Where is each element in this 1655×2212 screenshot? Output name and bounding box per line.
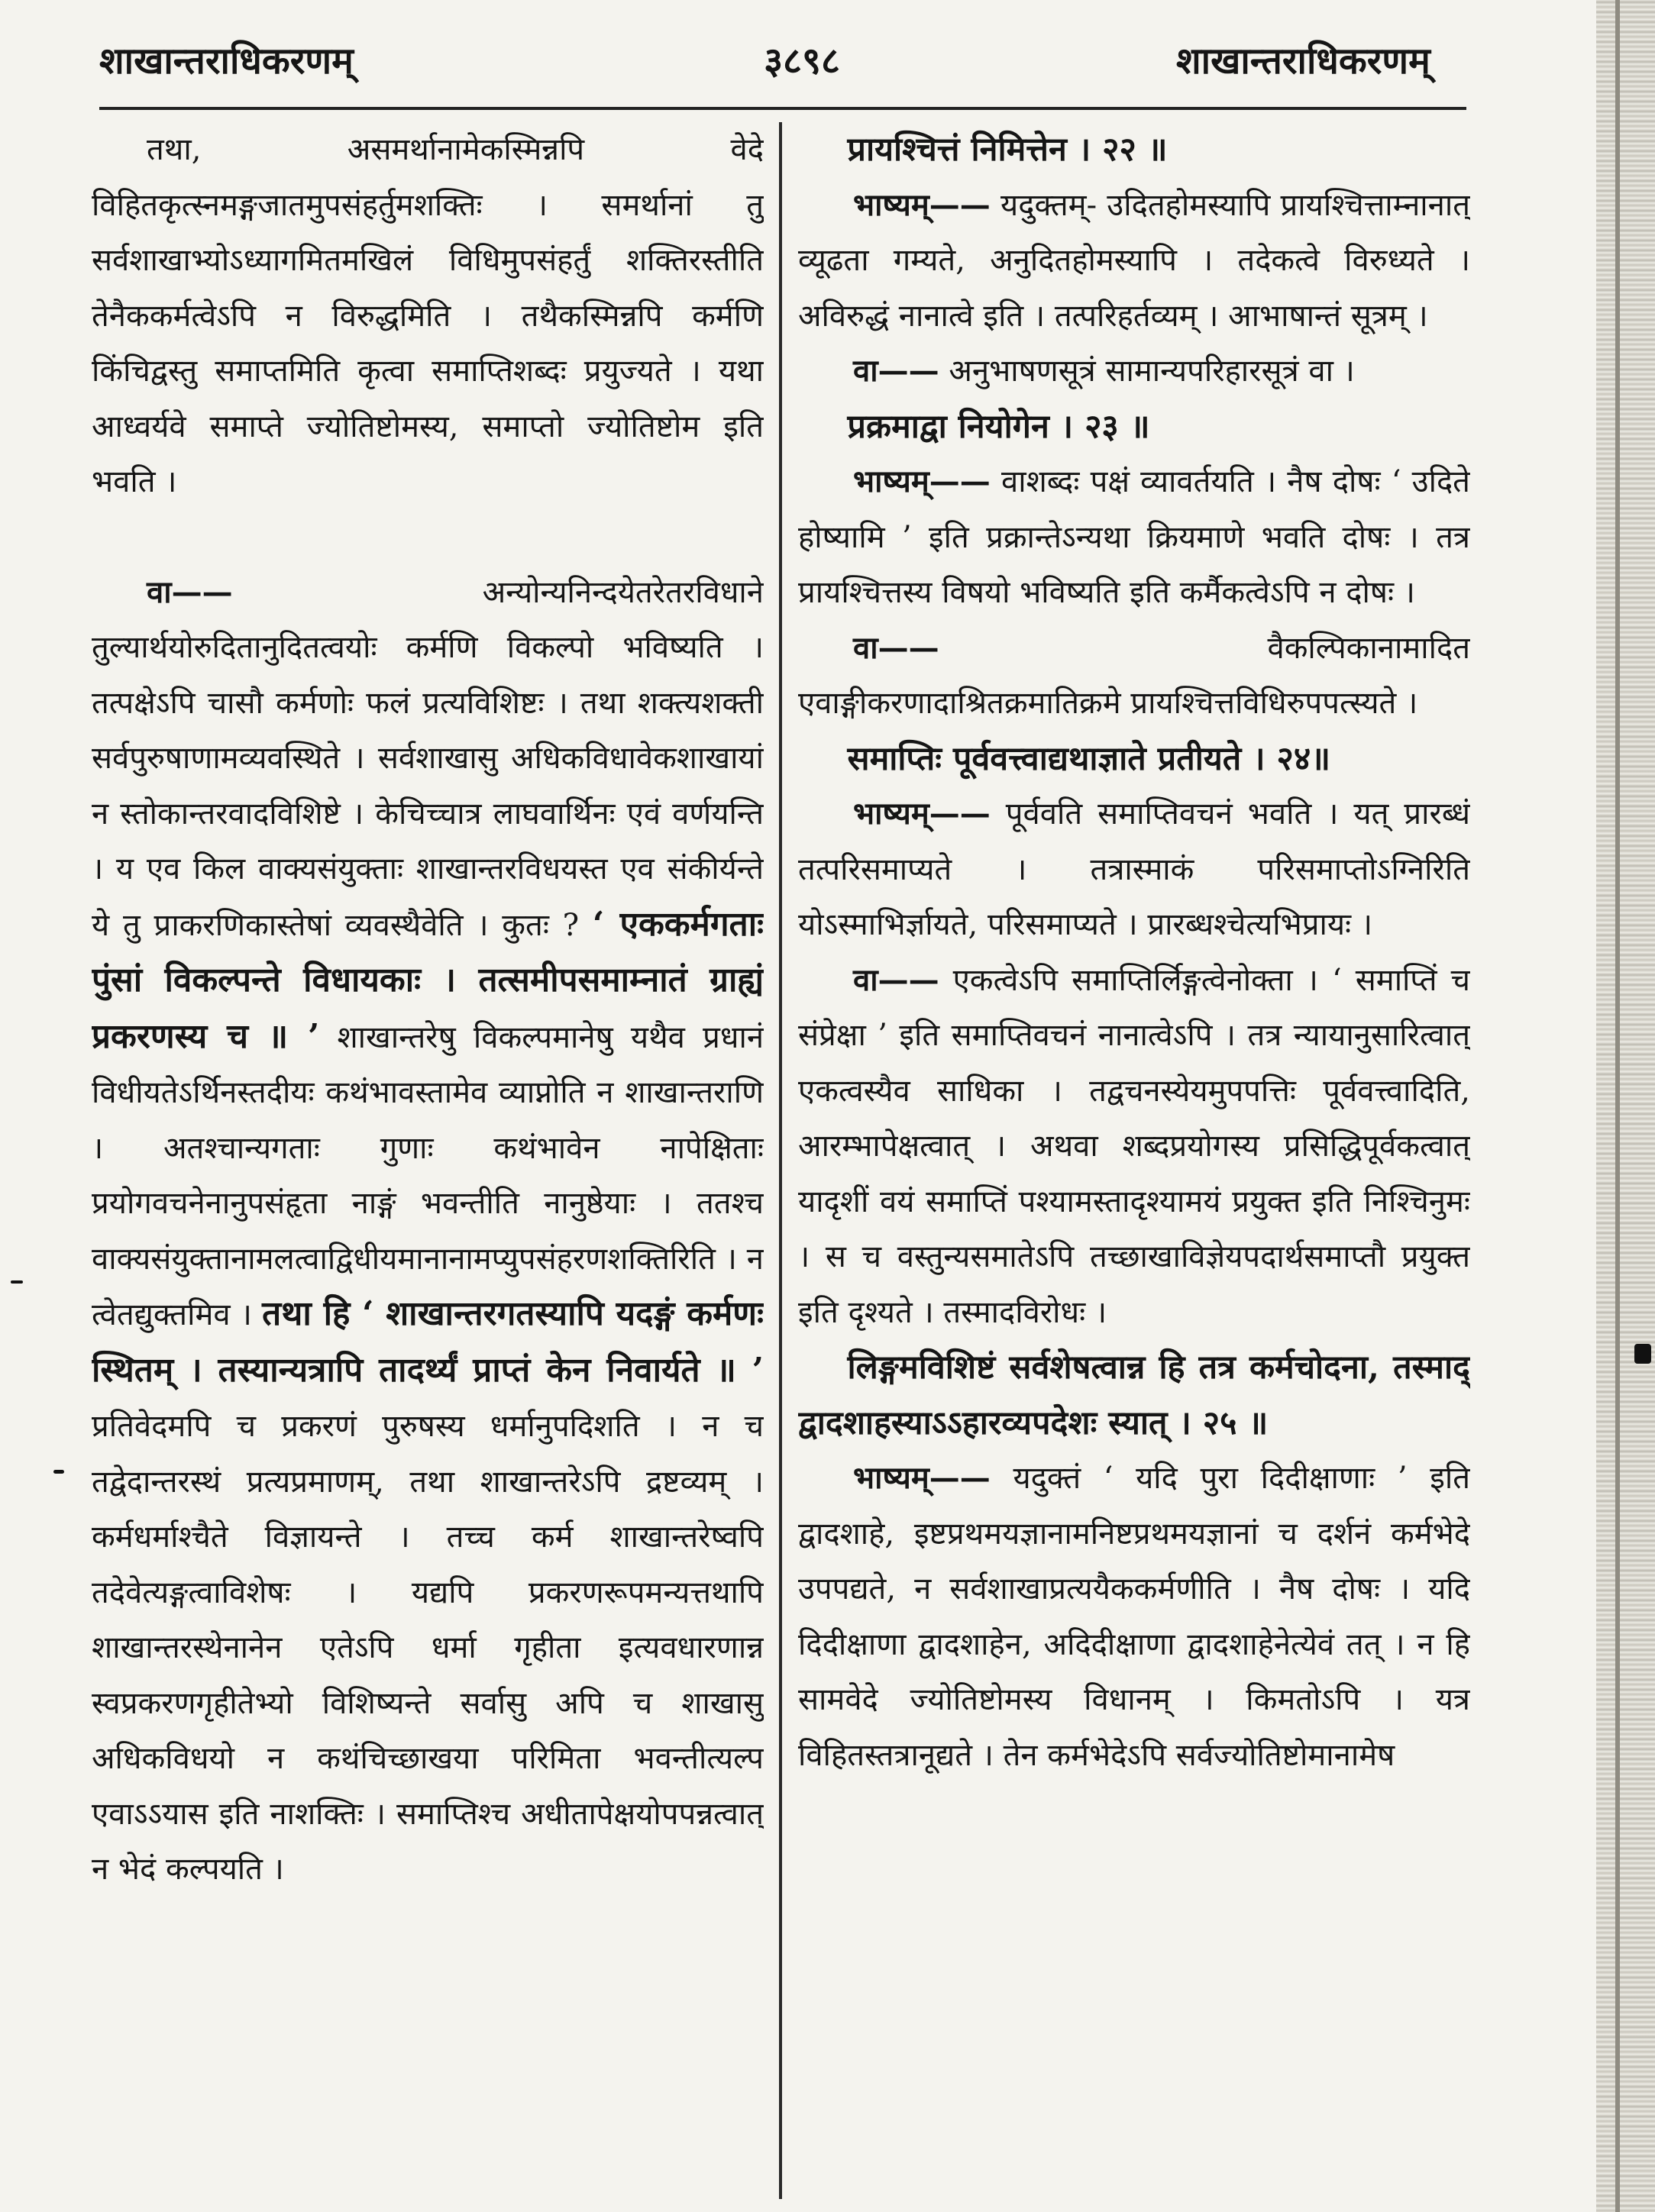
text-run: पूर्ववति समाप्तिवचनं भवति । यत् प्रारब्धं तत्परिसमाप्यते । तत्रास्माकं परिसमाप्तोऽग्निरिति योऽस्माभिर्ज्ञायते, परिसमाप्यते । प्रारब्धश्चेत्यभिप्रायः । xyxy=(798,796,1470,942)
column-divider xyxy=(779,122,782,2199)
vartika-23 xyxy=(798,621,1470,731)
text-run: प्रतिवेदमपि च प्रकरणं पुरुषस्य धर्मानुपदिशति । न च तद्वेदान्तरस्थं प्रत्यप्रमाणम्, तथा शाखान्तरेऽपि द्रष्टव्यम् । कर्मधर्माश्चैते विज्ञायन्ते । तच्च कर्म शाखान्तरेष्वपि तदेवेत्यङ्गत्वाविशेषः । यद्यपि प्रकरणरूपमन्यत्तथापि शाखान्तरस्थेनानेन एतेऽपि धर्मा गृहीता इत्यवधारणान्न स्वप्रकरणगृहीतेभ्यो विशिष्यन्ते सर्वासु अपि च शाखासु अधिकविधयो न कथंचिच्छाखया परिमिता भवन्तीत्यल्प एवाऽऽयास इति नाशक्तिः । समाप्तिश्च अधीतापेक्षयोपपन्नत्वात् न भेदं कल्पयति । xyxy=(92,1409,764,1887)
text-run: यदुक्तम्- उदितहोमस्यापि प्रायश्चित्ताम्नानात् व्यूढता गम्यते, अनुदितहोमस्यापि । तदेकत्वे विरुध्यते । अविरुद्धं नानात्वे इति । तत्परिहर्तव्यम् । आभाषान्तं सूत्रम् । xyxy=(798,187,1470,334)
scan-edge-line xyxy=(1615,0,1620,2212)
vartika-24 xyxy=(798,953,1470,1341)
sutra-25: लिङ्गमविशिष्टं सर्वशेषत्वान्न हि तत्र कर्मचोदना, तस्माद् द्वादशाहस्याऽऽहारव्यपदेशः स्यात् । २५ ॥ xyxy=(798,1348,1470,1442)
bhashya-23 xyxy=(798,454,1470,621)
header-rule xyxy=(99,107,1466,110)
sutra-22: प्रायश्चित्तं निमित्तेन । २२ ॥ xyxy=(847,131,1168,169)
bhashya-label: भाष्यम्—— xyxy=(853,796,991,832)
scan-speck xyxy=(1634,1344,1651,1364)
bhashya-label: भाष्यम्—— xyxy=(853,463,991,499)
bhashya-24 xyxy=(798,786,1470,953)
text-run: वैकल्पिकानामादित एवाङ्गीकरणादाश्रितक्रमातिक्रमे प्रायश्चित्तविधिरुपपत्स्यते । xyxy=(798,630,1470,721)
scan-edge-shadow xyxy=(1596,0,1655,2212)
left-column xyxy=(92,122,764,2199)
right-column xyxy=(798,122,1470,2199)
page-number: ३८९८ xyxy=(764,40,840,82)
sutra-23: प्रक्रमाद्वा नियोगेन । २३ ॥ xyxy=(847,407,1150,446)
bhashya-22 xyxy=(798,178,1470,344)
text-run: शाखान्तरेषु विकल्पमानेषु यथैव प्रधानं विधीयतेऽर्थिनस्तदीयः कथंभावस्तामेव व्याप्नोति न शाखान्तराणि । अतश्चान्यगताः गुणाः कथंभावेन नापेक्षिताः प्रयोगवचनेनानुपसंहृता नाङ्गं भवन्तीति नानुष्ठेयाः । ततश्च वाक्यसंयुक्तानामलत्वाद्विधीयमानानामप्युपसंहरणशक्तिरिति । न त्वेतद्युक्तमिव । xyxy=(92,1019,764,1332)
paragraph xyxy=(92,565,764,1897)
text-run: एकत्वेऽपि समाप्तिर्लिङ्गत्वेनोक्ता । ‘ समाप्तिं च संप्रेक्षा ’ इति समाप्तिवचनं नानात्वेऽपि । तत्र न्यायानुसारित्वात् एकत्वस्यैव साधिका । तद्वचनस्येयमुपपत्तिः पूर्ववत्त्वादिति, आरम्भापेक्षत्वात् । अथवा शब्दप्रयोगस्य प्रसिद्धिपूर्वकत्वात् यादृशीं वयं समाप्तिं पश्यामस्तादृश्यामयं प्रयुक्त इति निश्चिनुमः । स च वस्तुन्यसमातेऽपि तच्छाखाविज्ञेयपदार्थसमाप्तौ प्रयुक्त इति दृश्यते । तस्मादविरोधः । xyxy=(798,962,1470,1330)
bhashya-label: भाष्यम्—— xyxy=(853,1460,991,1496)
vartika-label: वा—— xyxy=(853,961,939,998)
running-head-left: शाखान्तराधिकरणम् xyxy=(99,40,354,82)
text-run: वाशब्दः पक्षं व्यावर्तयति । नैष दोषः ‘ उदिते होष्यामि ’ इति प्रक्रान्तेऽन्यथा क्रियमाणे भवति दोषः । तत्र प्रायश्चित्तस्य विषयो भविष्यति इति कर्मैकत्वेऽपि न दोषः । xyxy=(798,464,1470,610)
vartika-label: वा—— xyxy=(853,629,939,666)
scan-speck xyxy=(11,1280,23,1284)
verse-quote: तथा हि ‘ शाखान्तरगतस्यापि यदङ्गं कर्मणः स्थितम् । तस्यान्यत्रापि तादर्थ्यं प्राप्तं केन निवार्यते ॥ ’ xyxy=(92,1294,764,1390)
bhashya-25 xyxy=(798,1451,1470,1783)
spacer xyxy=(92,510,764,565)
sutra-24: समाप्तिः पूर्ववत्त्वाद्यथाज्ञाते प्रतीयते । २४॥ xyxy=(847,739,1331,778)
paragraph: तथा, असमर्थानामेकस्मिन्नपि वेदे विहितकृत्स्नमङ्गजातमुपसंहर्तुमशक्तिः । समर्थानां तु सर्वशाखाभ्योऽध्यागमितमखिलं विधिमुपसंहर्तुं शक्तिरस्तीति तेनैककर्मत्वेऽपि न विरुद्धमिति । तथैकस्मिन्नपि कर्मणि किंचिद्वस्तु समाप्तमिति कृत्वा समाप्तिशब्दः प्रयुज्यते । यथा आध्वर्यवे समाप्ते ज्योतिष्टोमस्य, समाप्तो ज्योतिष्टोम इति भवति । xyxy=(92,132,764,499)
vartika-22 xyxy=(798,344,1470,399)
vartika-label: वा—— xyxy=(147,573,233,610)
text-run: अन्योन्यनिन्दयेतरेतरविधाने तुल्यार्थयोरुदितानुदितत्वयोः कर्मणि विकल्पो भविष्यति । तत्पक्षेऽपि चासौ कर्मणोः फलं प्रत्यविशिष्टः । तथा शक्त्यशक्ती सर्वपुरुषाणामव्यवस्थिते । सर्वशाखासु अधिकविधावेकशाखायां न स्तोकान्तरवादविशिष्टे । केचिच्चात्र लाघवार्थिनः एवं वर्णयन्ति । य एव किल वाक्यसंयुक्ताः शाखान्तरविधयस्त एव संकीर्यन्ते ये तु प्राकरणिकास्तेषां व्यवस्थैवेति । कुतः ? xyxy=(92,574,764,943)
verse-quote: ‘ एककर्मगताः पुंसां विकल्पन्ते विधायकाः । तत्समीपसमाम्नातं ग्राह्यं प्रकरणस्य च ॥ ’ xyxy=(92,904,764,1056)
bhashya-label: भाष्यम्—— xyxy=(853,186,991,223)
text-run: अनुभाषणसूत्रं सामान्यपरिहारसूत्रं वा । xyxy=(949,354,1355,389)
vartika-label: वा—— xyxy=(853,353,939,389)
scan-speck xyxy=(53,1470,64,1474)
running-head-right: शाखान्तराधिकरणम् xyxy=(1176,40,1430,82)
text-run: यदुक्तं ‘ यदि पुरा दिदीक्षाणाः ’ इति द्वादशाहे, इष्टप्रथमयज्ञानामनिष्टप्रथमयज्ञानां च दर्शनं कर्मभेदे उपपद्यते, न सर्वशाखाप्रत्ययैककर्मणीति । नैष दोषः । यदि दिदीक्षाणा द्वादशाहेन, अदिदीक्षाणा द्वादशाहेनेत्येवं तत् । न हि सामवेदे ज्योतिष्टोमस्य विधानम् । किमतोऽपि । यत्र विहितस्तत्रानूद्यते । तेन कर्मभेदेऽपि सर्वज्योतिष्टोमानामेष xyxy=(798,1461,1470,1773)
